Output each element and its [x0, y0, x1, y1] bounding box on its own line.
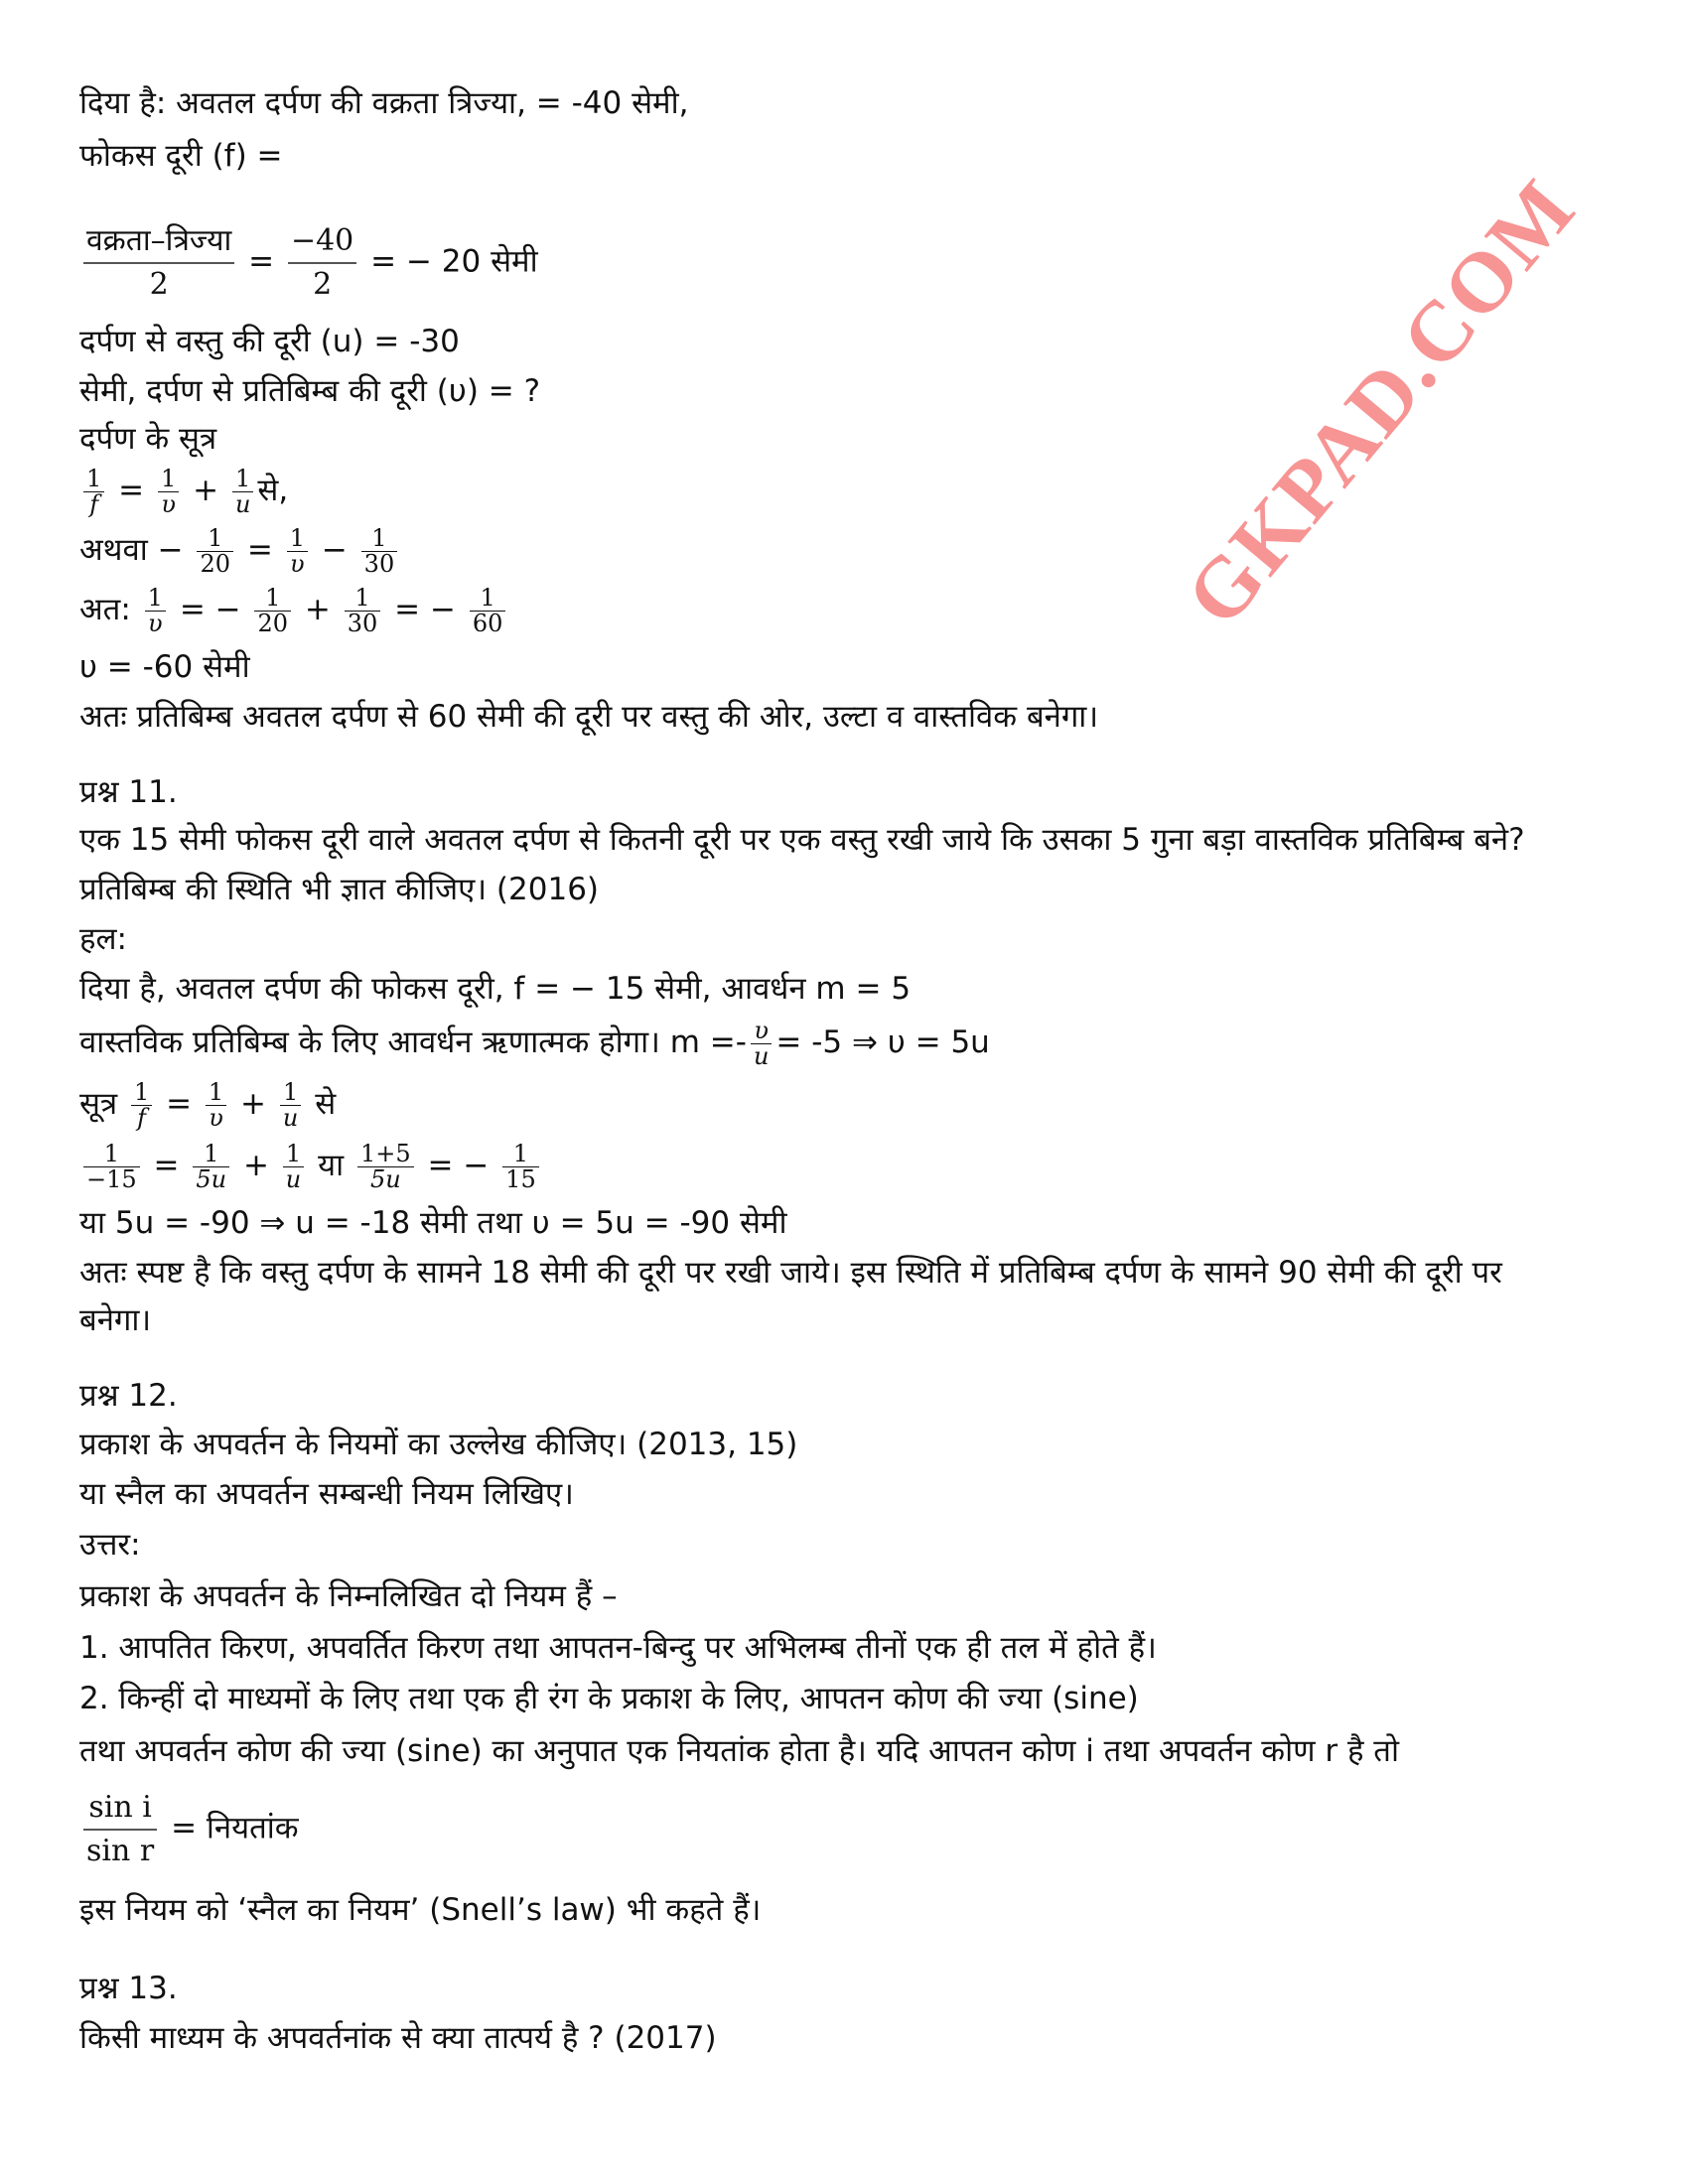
- question-label: प्रश्न 12.: [79, 1378, 178, 1414]
- fraction: वक्रता–त्रिज्या 2: [83, 220, 234, 306]
- answer-label: उत्तर:: [79, 1527, 141, 1563]
- question-text: प्रकाश के अपवर्तन के नियमों का उल्लेख कीजिए। (2013, 15): [79, 1427, 798, 1462]
- question-text: प्रतिबिम्ब की स्थिति भी ज्ञात कीजिए। (2016): [79, 872, 600, 907]
- text-line: दर्पण से वस्तु की दूरी (u) = -30: [79, 324, 460, 359]
- text-line: 1. आपतित किरण, अपवर्तित किरण तथा आपतन-बिन्दु पर अभिलम्ब तीनों एक ही तल में होते हैं।: [79, 1630, 1157, 1666]
- snell-law-equation: $\frac{\text{sin i}}{\text{sin r}}$ = नियतांक: [79, 1787, 299, 1872]
- text-line: फोकस दूरी (f) =: [79, 138, 283, 174]
- text-line: इस नियम को ‘स्नैल का नियम’ (Snell’s law) भी कहते हैं।: [79, 1892, 762, 1928]
- mirror-formula: $\frac{1}{f}$ = $\frac{1}{\upsilon}$ + $\frac{1}{u}$ से,: [79, 467, 288, 517]
- text-line: दर्पण के सूत्र: [79, 421, 217, 457]
- text-line: दिया है: अवतल दर्पण की वक्रता त्रिज्या, = -40 सेमी,: [79, 85, 689, 121]
- mirror-formula: सूत्र $\frac{1}{f}$ = $\frac{1}{\upsilon}$ + $\frac{1}{u}$ से: [79, 1078, 337, 1132]
- question-label: प्रश्न 13.: [79, 1971, 178, 2006]
- text-line: 2. किन्हीं दो माध्यमों के लिए तथा एक ही रंग के प्रकाश के लिए, आपतन कोण की ज्या (sine): [79, 1681, 1139, 1716]
- equation-line: अत: $\frac{1}{\upsilon}$ = − $\frac{1}{20}$ + $\frac{1}{30}$ = − $\frac{1}{60}$: [79, 586, 509, 636]
- focal-length-equation: वक्रता–त्रिज्या 2 = $\frac{-40}{2}$ = − 20 सेमी: [79, 220, 538, 306]
- question-text: या स्नैल का अपवर्तन सम्बन्धी नियम लिखिए।: [79, 1476, 574, 1512]
- watermark: GKPAD.COM: [1167, 161, 1594, 643]
- text-line: या 5u = -90 ⇒ u = -18 सेमी तथा υ = 5u = -90 सेमी: [79, 1205, 787, 1241]
- solution-label: हल:: [79, 921, 127, 957]
- fraction: $\frac{-40}{2}$: [288, 220, 356, 306]
- text-line: अतः प्रतिबिम्ब अवतल दर्पण से 60 सेमी की दूरी पर वस्तु की ओर, उल्टा व वास्तविक बनेगा।: [79, 699, 1099, 735]
- equation-line: वास्तविक प्रतिबिम्ब के लिए आवर्धन ऋणात्मक होगा। m =- $\frac{\upsilon}{u}$ = -5 ⇒ υ = 5u: [79, 1017, 990, 1070]
- question-text: किसी माध्यम के अपवर्तनांक से क्या तात्पर्य है ? (2017): [79, 2020, 717, 2056]
- question-label: प्रश्न 11.: [79, 774, 178, 810]
- text-line: अतः स्पष्ट है कि वस्तु दर्पण के सामने 18 सेमी की दूरी पर रखी जाये। इस स्थिति में प्रतिबिम्ब दर्पण के सामने 90 सेमी की दूरी पर: [79, 1255, 1502, 1291]
- equation-line: अथवा − $\frac{1}{20}$ = $\frac{1}{\upsilon}$ − $\frac{1}{30}$: [79, 526, 401, 577]
- question-text: एक 15 सेमी फोकस दूरी वाले अवतल दर्पण से कितनी दूरी पर एक वस्तु रखी जाये कि उसका 5 गुना बड़ा वास्तविक प्रतिबिम्ब बने?: [79, 822, 1525, 858]
- text-line: बनेगा।: [79, 1302, 152, 1338]
- text-line: υ = -60 सेमी: [79, 649, 250, 685]
- text-line: प्रकाश के अपवर्तन के निम्नलिखित दो नियम हैं –: [79, 1578, 618, 1614]
- text-line: सेमी, दर्पण से प्रतिबिम्ब की दूरी (υ) = ?: [79, 373, 541, 409]
- equation-line: $\frac{1}{-15}$ = $\frac{1}{5u}$ + $\frac{1}{u}$ या $\frac{1+5}{5u}$ = − $\frac{1}{15}$: [79, 1142, 543, 1192]
- text-line: तथा अपवर्तन कोण की ज्या (sine) का अनुपात एक नियतांक होता है। यदि आपतन कोण i तथा अपवर्तन कोण r है तो: [79, 1733, 1400, 1769]
- text-line: दिया है, अवतल दर्पण की फोकस दूरी, f = − 15 सेमी, आवर्धन m = 5: [79, 971, 912, 1007]
